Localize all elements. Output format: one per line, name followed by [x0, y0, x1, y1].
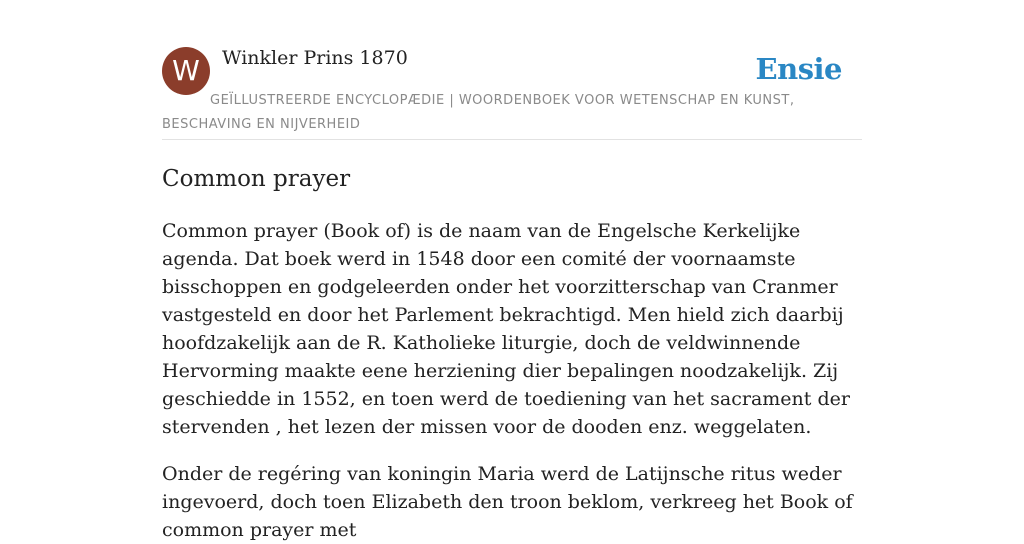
- source-avatar[interactable]: W: [162, 47, 210, 95]
- source-subtitle: GEÏLLUSTREERDE ENCYCLOPÆDIE | WOORDENBOEK VOOR WETENSCHAP EN KUNST, BESCHAVING EN NIJVERHEID: [162, 93, 795, 132]
- page-container: [162, 0, 862, 544]
- article-paragraph: Common prayer (Book of) is de naam van de Engelsche Kerkelijke agenda. Dat boek werd in 1548 door een comité der voornaamste bisschoppen en godgeleerden onder het voorzitterschap van Cranmer vastgesteld en door het Parlement bekrachtigd. Men hield zich daarbij hoofdzakelijk aan de R. Katholieke liturgie, doch de veldwinnende Hervorming maakte eene herziening dier bepalingen noodzakelijk. Zij geschiedde in 1552, en toen werd de toediening van het sacrament der stervenden , het lezen der missen voor de dooden enz. weggelaten.: [162, 220, 850, 438]
- source-title[interactable]: Winkler Prins 1870: [222, 47, 408, 69]
- article-title: Common prayer: [162, 166, 351, 192]
- source-header: [162, 0, 862, 140]
- article-paragraph: Onder de regéring van koningin Maria werd de Latijnsche ritus weder ingevoerd, doch toen Elizabeth den troon beklom, verkreeg het Book of common prayer met: [162, 463, 853, 541]
- ensie-logo[interactable]: Ensie: [755, 52, 842, 86]
- article: [162, 163, 862, 544]
